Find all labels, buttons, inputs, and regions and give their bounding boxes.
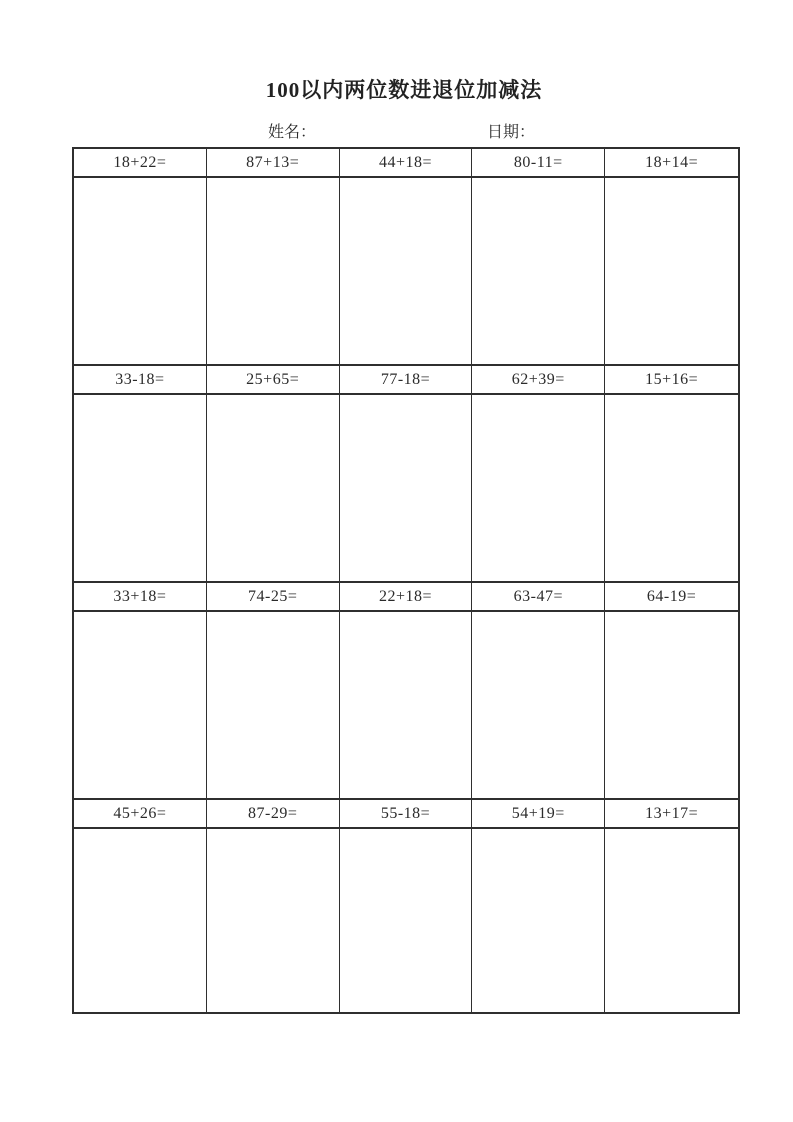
workspace-cell	[472, 178, 605, 366]
page-title: 100以内两位数进退位加减法	[265, 78, 543, 102]
workspace-cell	[340, 178, 473, 366]
problem-cell: 54+19=	[472, 800, 605, 829]
name-label: 姓名：	[268, 124, 317, 141]
workspace-cell	[207, 829, 340, 1012]
problem-cell: 33+18=	[74, 583, 207, 612]
problem-cell: 15+16=	[605, 366, 738, 395]
workspace-cell	[340, 829, 473, 1012]
problem-cell: 64-19=	[605, 583, 738, 612]
workspace-cell	[207, 612, 340, 800]
problem-cell: 55-18=	[340, 800, 473, 829]
problem-cell: 25+65=	[207, 366, 340, 395]
workspace-cell	[74, 829, 207, 1012]
problem-cell: 22+18=	[340, 583, 473, 612]
workspace-cell	[472, 829, 605, 1012]
problem-cell: 13+17=	[605, 800, 738, 829]
workspace-cell	[605, 612, 738, 800]
workspace-cell	[472, 395, 605, 583]
problem-cell: 33-18=	[74, 366, 207, 395]
workspace-cell	[605, 829, 738, 1012]
problem-cell: 87+13=	[207, 149, 340, 178]
workspace-cell	[207, 178, 340, 366]
workspace-cell	[340, 612, 473, 800]
workspace-cell	[605, 178, 738, 366]
workspace-cell	[472, 612, 605, 800]
problem-cell: 87-29=	[207, 800, 340, 829]
problem-cell: 63-47=	[472, 583, 605, 612]
workspace-cell	[74, 612, 207, 800]
workspace-cell	[207, 395, 340, 583]
workspace-cell	[340, 395, 473, 583]
date-label: 日期：	[487, 124, 536, 141]
problem-cell: 77-18=	[340, 366, 473, 395]
problem-cell: 80-11=	[472, 149, 605, 178]
problem-cell: 44+18=	[340, 149, 473, 178]
problem-cell: 18+22=	[74, 149, 207, 178]
problem-cell: 18+14=	[605, 149, 738, 178]
problem-cell: 62+39=	[472, 366, 605, 395]
workspace-cell	[74, 178, 207, 366]
problems-table	[72, 147, 740, 1014]
problem-cell: 45+26=	[74, 800, 207, 829]
workspace-cell	[74, 395, 207, 583]
problem-cell: 74-25=	[207, 583, 340, 612]
workspace-cell	[605, 395, 738, 583]
